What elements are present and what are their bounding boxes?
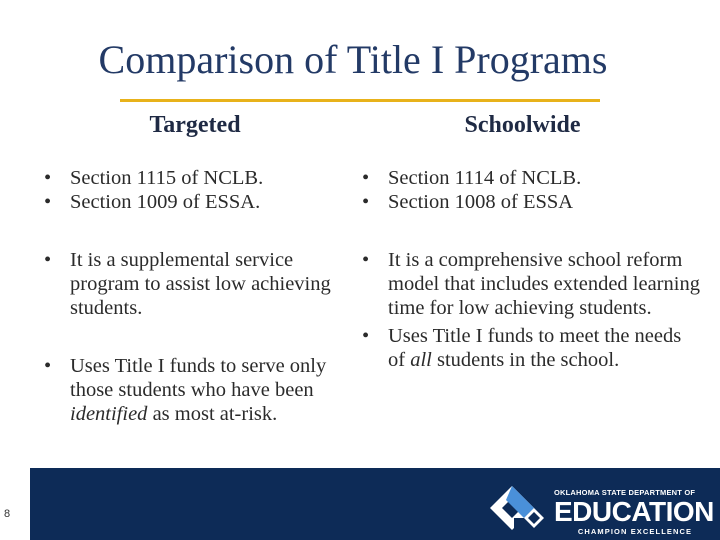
list-item — [362, 166, 702, 190]
list-item — [362, 324, 702, 372]
schoolwide-description-list — [362, 248, 702, 372]
logo-line-agency: OKLAHOMA STATE DEPARTMENT OF — [554, 488, 696, 497]
bullet-icon: • — [362, 167, 370, 189]
bullet-icon: • — [362, 191, 370, 213]
targeted-description-list — [44, 248, 344, 426]
targeted-sections-list — [44, 166, 344, 214]
bullet-text: Section 1008 of ESSA — [388, 191, 574, 213]
bullet-icon: • — [362, 325, 370, 347]
logo-line-tagline: CHAMPION EXCELLENCE — [577, 527, 693, 536]
osde-logo-icon — [486, 482, 548, 534]
schoolwide-heading: Schoolwide — [464, 112, 581, 138]
list-item — [44, 248, 344, 320]
list-item — [362, 248, 702, 320]
footer-page-strip — [0, 468, 30, 540]
emphasis-text: all — [410, 349, 432, 371]
list-item — [44, 354, 344, 426]
bullet-text: Section 1114 of NCLB. — [388, 167, 582, 189]
schoolwide-sections-list — [362, 166, 702, 214]
osde-logo-text — [554, 488, 716, 536]
emphasis-text: identified — [70, 403, 148, 425]
targeted-heading: Targeted — [149, 112, 241, 138]
title-underline — [120, 99, 600, 102]
bullet-icon: • — [44, 167, 52, 189]
bullet-icon: • — [362, 249, 370, 271]
logo-line-education: EDUCATION — [554, 496, 714, 527]
bullet-text: It is a supplemental service program to assist low achieving students. — [70, 249, 331, 319]
bullet-icon: • — [44, 249, 52, 271]
bullet-text-part: Uses Title I funds to serve only those students who have been — [70, 355, 327, 401]
bullet-text-part: as most at-risk. — [147, 403, 278, 425]
bullet-text-part: students in the school. — [431, 349, 620, 371]
bullet-text — [388, 325, 681, 371]
list-item — [44, 166, 344, 190]
slide-title: Comparison of Title I Programs — [98, 37, 608, 82]
bullet-text-part: Uses Title I funds to meet the needs of — [388, 325, 682, 371]
bullet-text: Section 1009 of ESSA. — [70, 191, 261, 213]
list-item — [44, 190, 344, 214]
bullet-icon: • — [44, 355, 52, 377]
page-number: 8 — [4, 508, 11, 520]
bullet-icon: • — [44, 191, 52, 213]
bullet-text — [70, 355, 326, 425]
bullet-text: Section 1115 of NCLB. — [70, 167, 264, 189]
list-item — [362, 190, 702, 214]
bullet-text: It is a comprehensive school reform model that includes extended learning time for low achieving students. — [388, 249, 700, 319]
